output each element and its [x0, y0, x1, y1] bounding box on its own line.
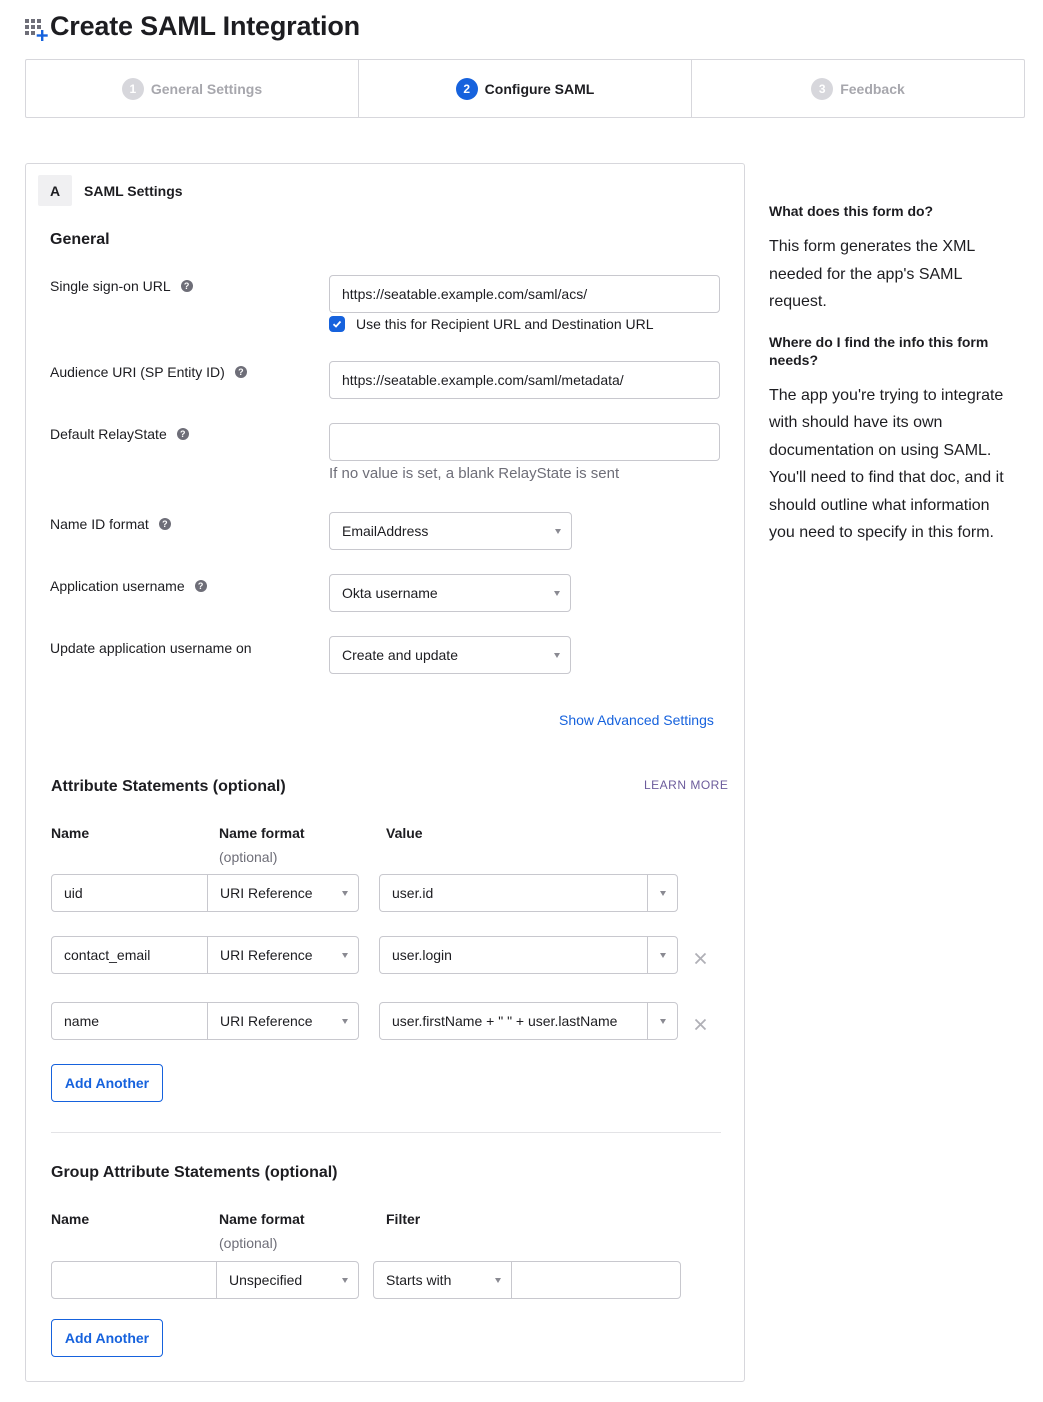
- help-icon[interactable]: ?: [235, 366, 247, 378]
- help-icon[interactable]: ?: [181, 280, 193, 292]
- audience-uri-label: [50, 364, 247, 380]
- sso-url-label: [50, 278, 193, 294]
- relaystate-label: [50, 426, 189, 442]
- relaystate-hint: If no value is set, a blank RelayState is sent: [329, 465, 620, 482]
- caret-down-icon: [342, 1278, 348, 1283]
- update-username-label: [50, 640, 252, 656]
- relaystate-input[interactable]: [329, 423, 720, 461]
- caret-down-icon: [342, 1019, 348, 1024]
- update-username-select[interactable]: [329, 636, 571, 674]
- step-configure-saml[interactable]: [359, 60, 692, 117]
- learn-more-link[interactable]: LEARN MORE: [644, 778, 729, 792]
- add-attribute-button[interactable]: Add Another: [51, 1064, 163, 1102]
- attr-value-combobox[interactable]: [379, 936, 678, 974]
- attr-name-value: contact_email: [64, 947, 151, 963]
- add-group-attribute-button[interactable]: Add Another: [51, 1319, 163, 1357]
- update-username-value: Create and update: [342, 647, 458, 663]
- sso-url-label-text: Single sign-on URL: [50, 278, 171, 294]
- group-filter-value-input[interactable]: [511, 1261, 681, 1299]
- attr-name-input[interactable]: [51, 874, 208, 912]
- audience-uri-label-text: Audience URI (SP Entity ID): [50, 364, 225, 380]
- group-filter-type-select[interactable]: [373, 1261, 512, 1299]
- name-id-format-value: EmailAddress: [342, 523, 429, 539]
- caret-down-icon: [342, 891, 348, 896]
- recipient-checkbox-row: [329, 316, 654, 332]
- step-number: 2: [456, 78, 478, 100]
- attr-format-value: URI Reference: [220, 885, 313, 901]
- app-username-value: Okta username: [342, 585, 438, 601]
- saml-settings-card: [25, 163, 745, 1382]
- attr-format-select[interactable]: [207, 936, 359, 974]
- caret-down-icon: [495, 1278, 501, 1283]
- group-format-select[interactable]: [216, 1261, 359, 1299]
- col-value-header: Value: [386, 825, 423, 841]
- step-label: Feedback: [840, 80, 905, 97]
- recipient-checkbox-label: Use this for Recipient URL and Destination URL: [356, 316, 654, 332]
- page-title: Create SAML Integration: [50, 10, 360, 41]
- step-label: Configure SAML: [484, 80, 595, 97]
- remove-row-icon[interactable]: [694, 1018, 707, 1031]
- show-advanced-settings-link[interactable]: Show Advanced Settings: [559, 712, 714, 728]
- general-heading: General: [50, 231, 110, 248]
- wizard-steps: [25, 59, 1025, 118]
- app-grid-add-icon: [24, 18, 48, 42]
- caret-down-icon: [342, 953, 348, 958]
- step-number: 3: [811, 78, 833, 100]
- attr-value-text: user.login: [392, 947, 452, 963]
- attr-format-value: URI Reference: [220, 947, 313, 963]
- group-col-format-sub: (optional): [219, 1235, 278, 1251]
- sso-url-input[interactable]: [329, 275, 720, 313]
- name-id-format-label-text: Name ID format: [50, 516, 149, 532]
- attribute-statements-heading: Attribute Statements (optional): [51, 778, 286, 795]
- caret-down-icon: [555, 529, 561, 534]
- help-icon[interactable]: ?: [195, 580, 207, 592]
- help-question-2: Where do I find the info this form needs?: [769, 333, 989, 368]
- group-col-filter-header: Filter: [386, 1211, 421, 1227]
- card-header: [38, 175, 183, 206]
- attr-format-value: URI Reference: [220, 1013, 313, 1029]
- step-label: General Settings: [150, 80, 263, 97]
- attr-value-combobox[interactable]: [379, 874, 678, 912]
- remove-row-icon[interactable]: [694, 952, 707, 965]
- attr-name-input[interactable]: [51, 936, 208, 974]
- audience-uri-value: https://seatable.example.com/saml/metadata/: [342, 372, 624, 388]
- attr-name-value: uid: [64, 885, 83, 901]
- recipient-checkbox[interactable]: [329, 316, 345, 332]
- caret-down-icon: [554, 591, 560, 596]
- attr-value-text: user.firstName + " " + user.lastName: [392, 1013, 618, 1029]
- group-col-name-header: Name: [51, 1211, 90, 1227]
- caret-down-icon[interactable]: [647, 937, 677, 973]
- help-answer-2: The app you're trying to integrate with should have its own documentation on using SAML. You'll need to find that doc, and it should outline what information you need to specify in this form.: [769, 386, 1004, 541]
- caret-down-icon[interactable]: [647, 875, 677, 911]
- caret-down-icon: [554, 653, 560, 658]
- app-username-select[interactable]: [329, 574, 571, 612]
- update-username-label-text: Update application username on: [50, 640, 252, 656]
- card-title: SAML Settings: [84, 182, 183, 199]
- section-letter-badge: A: [38, 175, 72, 206]
- help-icon[interactable]: ?: [159, 518, 171, 530]
- app-username-label-text: Application username: [50, 578, 185, 594]
- attr-format-select[interactable]: [207, 874, 359, 912]
- group-format-value: Unspecified: [229, 1272, 303, 1288]
- name-id-format-select[interactable]: [329, 512, 572, 550]
- caret-down-icon[interactable]: [647, 1003, 677, 1039]
- app-username-label: [50, 578, 207, 594]
- col-name-header: Name: [51, 825, 90, 841]
- sso-url-value: https://seatable.example.com/saml/acs/: [342, 286, 588, 302]
- check-icon: [332, 319, 342, 329]
- step-number: 1: [122, 78, 144, 100]
- help-icon[interactable]: ?: [177, 428, 189, 440]
- relaystate-label-text: Default RelayState: [50, 426, 167, 442]
- attr-name-value: name: [64, 1013, 100, 1029]
- col-format-header: Name format: [219, 825, 305, 841]
- group-name-input[interactable]: [51, 1261, 217, 1299]
- name-id-format-label: [50, 516, 171, 532]
- step-general-settings[interactable]: [26, 60, 359, 117]
- group-col-format-header: Name format: [219, 1211, 305, 1227]
- page-header: [24, 8, 360, 44]
- help-sidebar: [769, 202, 1019, 547]
- attr-name-input[interactable]: [51, 1002, 208, 1040]
- group-attribute-heading: Group Attribute Statements (optional): [51, 1164, 338, 1181]
- audience-uri-input[interactable]: [329, 361, 720, 399]
- group-filter-type-value: Starts with: [386, 1272, 452, 1288]
- help-question-1: What does this form do?: [769, 203, 934, 219]
- attr-value-text: user.id: [392, 885, 434, 901]
- attr-format-select[interactable]: [207, 1002, 359, 1040]
- section-divider: [51, 1132, 721, 1133]
- col-format-sub: (optional): [219, 849, 278, 865]
- attr-value-combobox[interactable]: [379, 1002, 678, 1040]
- help-answer-1: This form generates the XML needed for the app's SAML request.: [769, 238, 975, 310]
- step-feedback[interactable]: [692, 60, 1024, 117]
